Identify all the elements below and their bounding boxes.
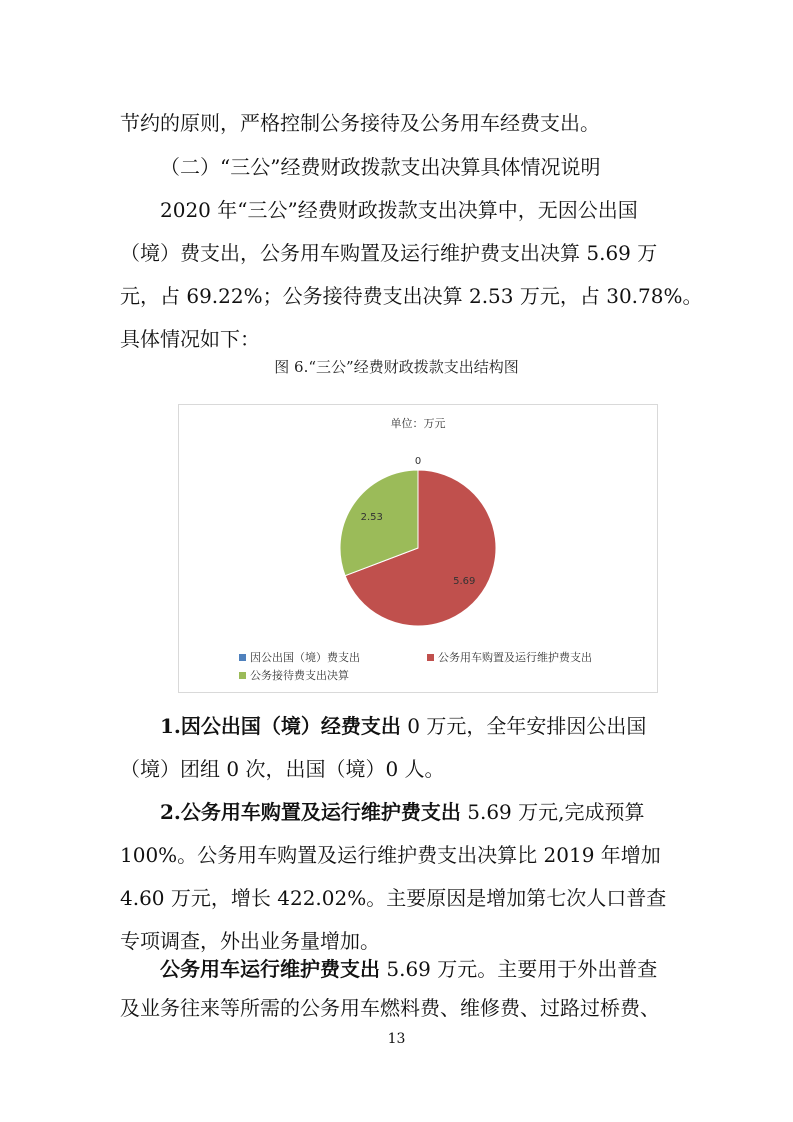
page-number: 13 (387, 1031, 406, 1047)
item-heading: 2.公务用车购置及运行维护费支出 (160, 800, 461, 824)
paragraph-line: 元，占 69.22%；公务接待费支出决算 2.53 万元，占 30.78%。 (120, 284, 703, 308)
pie-data-label: 5.69 (453, 575, 476, 587)
pie-data-label: 0 (414, 456, 422, 467)
item-heading: 1.因公出国（境）经费支出 (160, 714, 401, 738)
section-heading: （二）“三公”经费财政拨款支出决算具体情况说明 (160, 155, 601, 179)
legend-label: 因公出国（境）费支出 (250, 651, 360, 664)
pie-chart (178, 404, 658, 693)
legend-swatch (239, 672, 246, 679)
paragraph-line: 2020 年“三公”经费财政拨款支出决算中，无因公出国 (160, 198, 638, 222)
figure-caption: 图 6.“三公”经费财政拨款支出结构图 (274, 358, 519, 376)
paragraph-line: 4.60 万元，增长 422.02%。主要原因是增加第七次人口普查 (120, 886, 667, 910)
legend-swatch (239, 654, 246, 661)
item-text: 0 万元，全年安排因公出国 (400, 714, 647, 738)
legend-item (239, 667, 349, 683)
legend-item (239, 649, 360, 665)
paragraph-line: 具体情况如下： (120, 327, 260, 351)
legend-label: 公务用车购置及运行维护费支出 (438, 651, 592, 664)
paragraph-line: 节约的原则，严格控制公务接待及公务用车经费支出。 (120, 111, 600, 135)
paragraph-line: 及业务往来等所需的公务用车燃料费、维修费、过路过桥费、 (120, 996, 660, 1020)
paragraph-line (160, 797, 645, 827)
legend-swatch (427, 654, 434, 661)
paragraph-line: 专项调查，外出业务量增加。 (120, 929, 380, 953)
legend-item (427, 649, 592, 665)
paragraph-line: 100%。公务用车购置及运行维护费支出决算比 2019 年增加 (120, 843, 661, 867)
paragraph-line: （境）团组 0 次，出国（境）0 人。 (120, 757, 445, 781)
chart-title: 单位：万元 (390, 417, 446, 430)
legend-label: 公务接待费支出决算 (250, 669, 349, 682)
pie-data-label: 2.53 (360, 512, 383, 524)
paragraph-line (160, 711, 646, 741)
item-text: 5.69 万元。主要用于外出普查 (380, 957, 658, 981)
item-text: 5.69 万元,完成预算 (460, 800, 645, 824)
paragraph-line: （境）费支出，公务用车购置及运行维护费支出决算 5.69 万 (120, 241, 658, 265)
item-heading: 公务用车运行维护费支出 (160, 957, 380, 981)
paragraph-line (160, 954, 657, 984)
